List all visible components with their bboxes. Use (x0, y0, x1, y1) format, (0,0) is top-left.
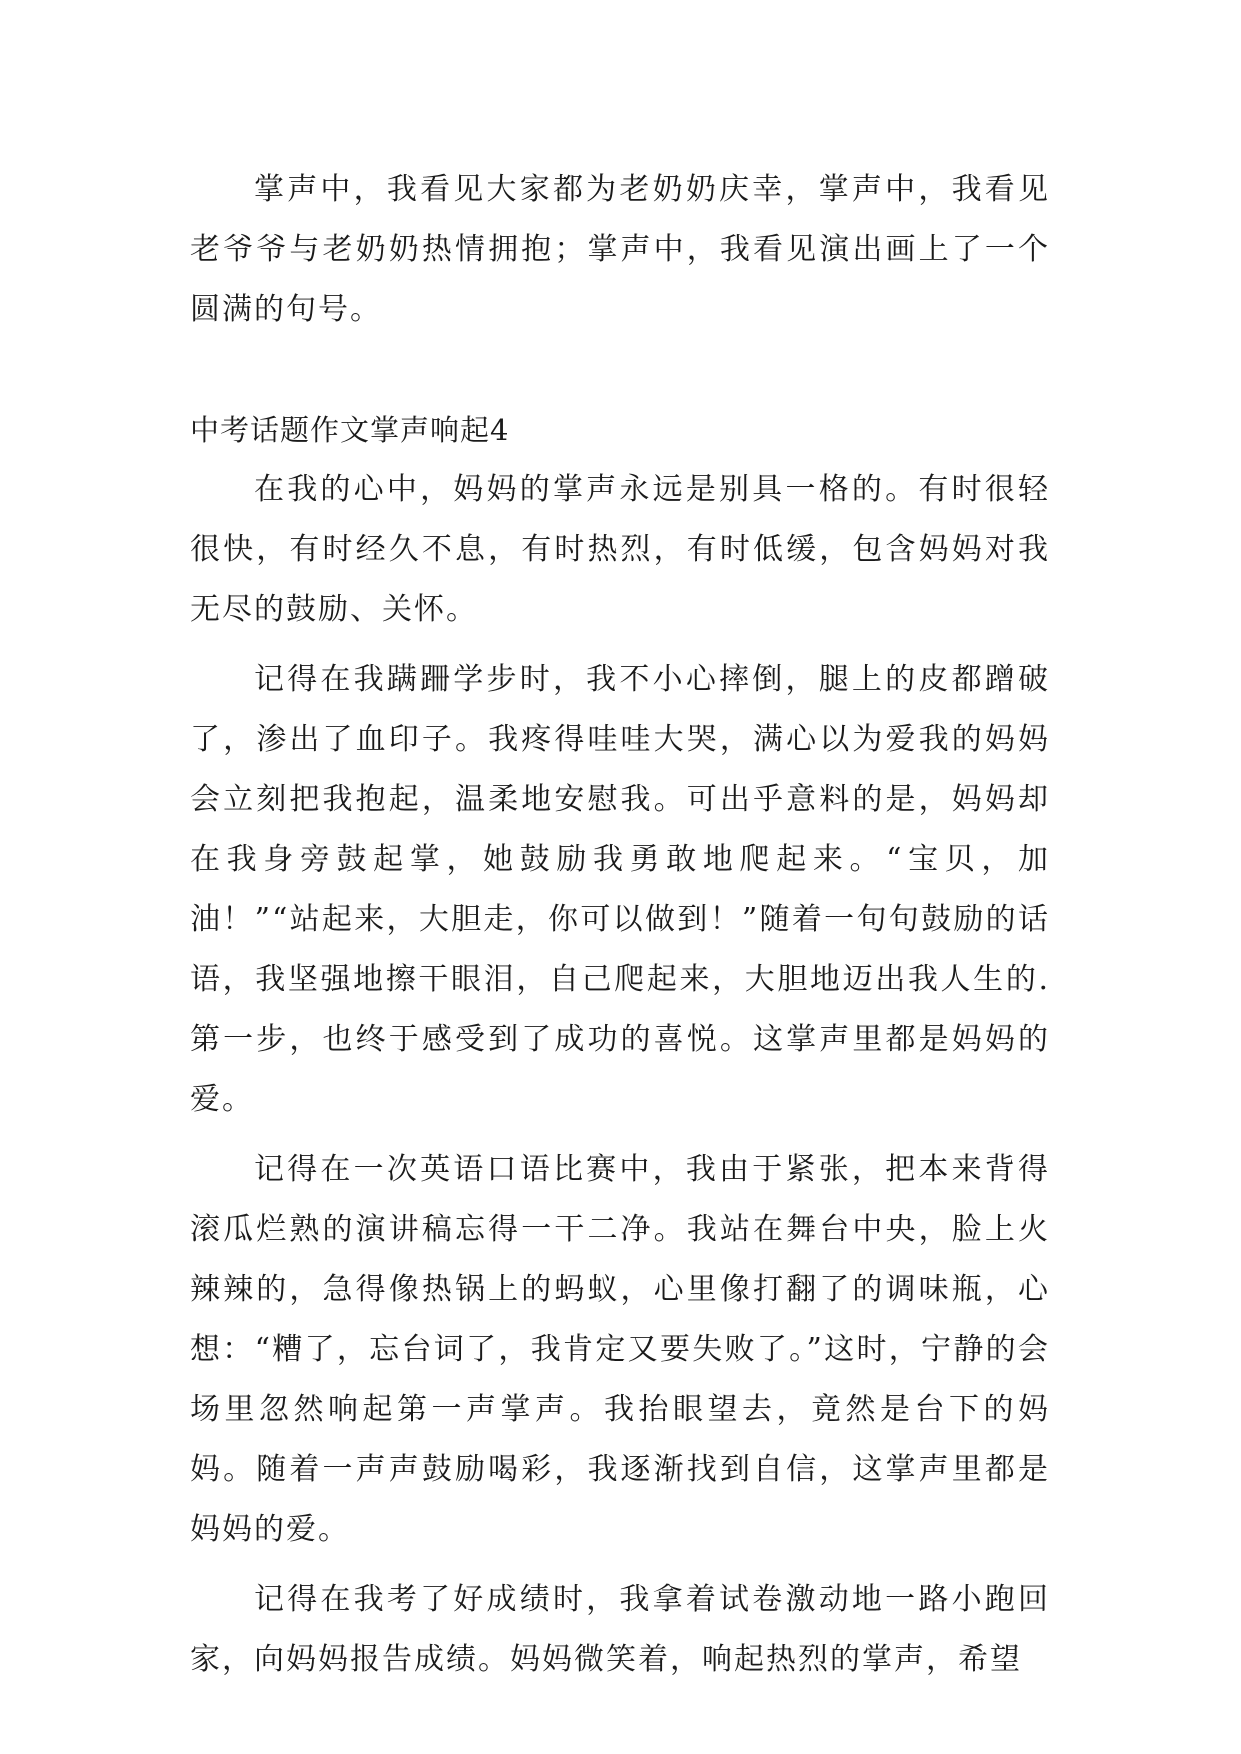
document-body (190, 160, 1050, 1690)
body-paragraph-4: 记得在我考了好成绩时，我拿着试卷激动地一路小跑回家，向妈妈报告成绩。妈妈微笑着，响起热烈的掌声，希望 (190, 1582, 1050, 1677)
body-paragraph-3: 记得在一次英语口语比赛中，我由于紧张，把本来背得滚瓜烂熟的演讲稿忘得一干二净。我站在舞台中央，脸上火辣辣的，急得像热锅上的蚂蚁，心里像打翻了的调味瓶，心想：“糟了，忘台词了，我肯定又要失败了。”这时，宁静的会场里忽然响起第一声掌声。我抬眼望去，竟然是台下的妈妈。随着一声声鼓励喝彩，我逐渐找到自信，这掌声里都是妈妈的爱。 (190, 1152, 1050, 1547)
body-paragraph-2: 记得在我蹒跚学步时，我不小心摔倒，腿上的皮都蹭破了，渗出了血印子。我疼得哇哇大哭，满心以为爱我的妈妈会立刻把我抱起，温柔地安慰我。可出乎意料的是，妈妈却在我身旁鼓起掌，她鼓励我勇敢地爬起来。“宝贝，加油！”“站起来，大胆走，你可以做到！”随着一句句鼓励的话语，我坚强地擦干眼泪，自己爬起来，大胆地迈出我人生的.第一步，也终于感受到了成功的喜悦。这掌声里都是妈妈的爱。 (190, 662, 1050, 1117)
section-heading: 中考话题作文掌声响起4 (190, 413, 510, 447)
body-paragraph-1: 在我的心中，妈妈的掌声永远是别具一格的。有时很轻很快，有时经久不息，有时热烈，有时低缓，包含妈妈对我无尽的鼓励、关怀。 (190, 472, 1050, 627)
intro-paragraph: 掌声中，我看见大家都为老奶奶庆幸，掌声中，我看见老爷爷与老奶奶热情拥抱；掌声中，我看见演出画上了一个圆满的句号。 (190, 172, 1050, 327)
